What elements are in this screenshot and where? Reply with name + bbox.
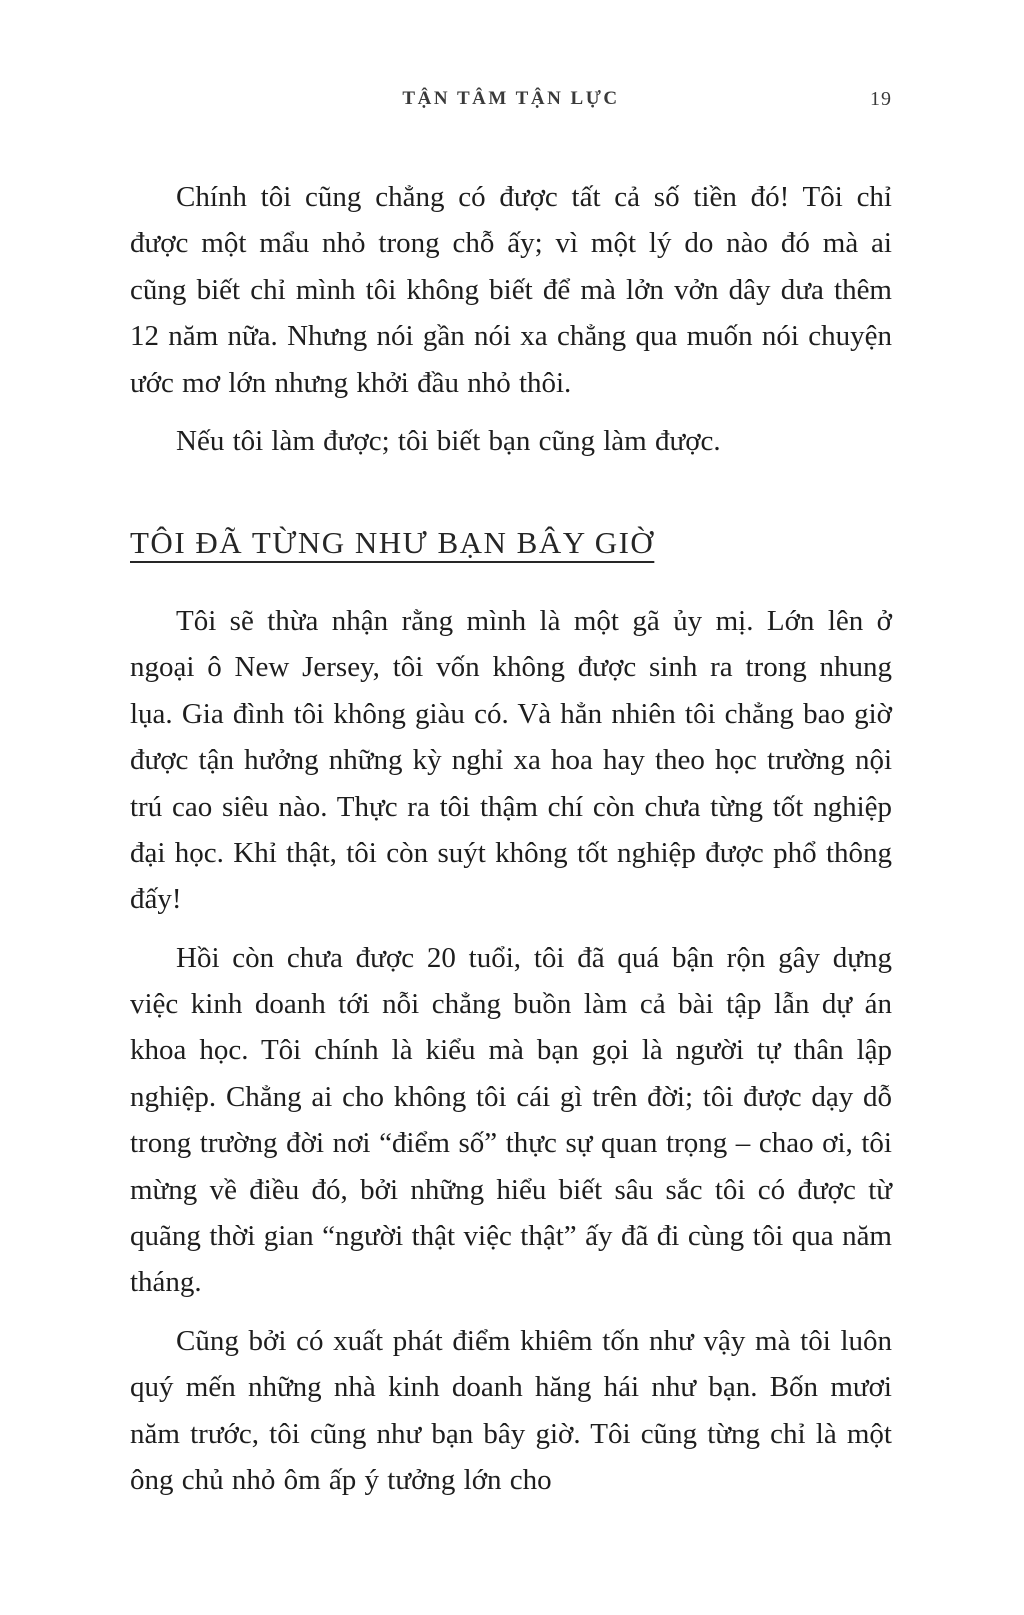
paragraph: Hồi còn chưa được 20 tuổi, tôi đã quá bận rộn gây dựng việc kinh doanh tới nỗi chẳng buồn làm cả bài tập lẫn dự án khoa học. Tôi chính là kiểu mà bạn gọi là người tự thân lập nghiệp. Chẳng ai cho không tôi cái gì trên đời; tôi được dạy dỗ trong trường đời nơi “điểm số” thực sự quan trọng – chao ơi, tôi mừng về điều đó, bởi những hiểu biết sâu sắc tôi có được từ quãng thời gian “người thật việc thật” ấy đã đi cùng tôi qua năm tháng.: [130, 941, 892, 1299]
page-header: [130, 88, 892, 114]
page-body: [130, 174, 892, 1503]
paragraph: Cũng bởi có xuất phát điểm khiêm tốn như vậy mà tôi luôn quý mến những nhà kinh doanh hăng hái như bạn. Bốn mươi năm trước, tôi cũng như bạn bây giờ. Tôi cũng từng chỉ là một ông chủ nhỏ ôm ấp ý tưởng lớn cho: [130, 1324, 892, 1496]
running-title: TẬN TÂM TẬN LỰC: [402, 88, 620, 109]
paragraph: Tôi sẽ thừa nhận rằng mình là một gã ủy mị. Lớn lên ở ngoại ô New Jersey, tôi vốn không được sinh ra trong nhung lụa. Gia đình tôi không giàu có. Và hẳn nhiên tôi chẳng bao giờ được tận hưởng những kỳ nghỉ xa hoa hay theo học trường nội trú cao siêu nào. Thực ra tôi thậm chí còn chưa từng tốt nghiệp đại học. Khỉ thật, tôi còn suýt không tốt nghiệp được phổ thông đấy!: [130, 604, 892, 916]
page-number: 19: [870, 88, 892, 110]
paragraph: Chính tôi cũng chẳng có được tất cả số tiền đó! Tôi chỉ được một mẩu nhỏ trong chỗ ấy; vì một lý do nào đó mà ai cũng biết chỉ mình tôi không biết để mà lởn vởn dây dưa thêm 12 năm nữa. Nhưng nói gần nói xa chẳng qua muốn nói chuyện ước mơ lớn nhưng khởi đầu nhỏ thôi.: [130, 181, 892, 399]
paragraph: Nếu tôi làm được; tôi biết bạn cũng làm được.: [176, 424, 721, 457]
section-heading: TÔI ĐÃ TỪNG NHƯ BẠN BÂY GIỜ: [130, 525, 655, 561]
